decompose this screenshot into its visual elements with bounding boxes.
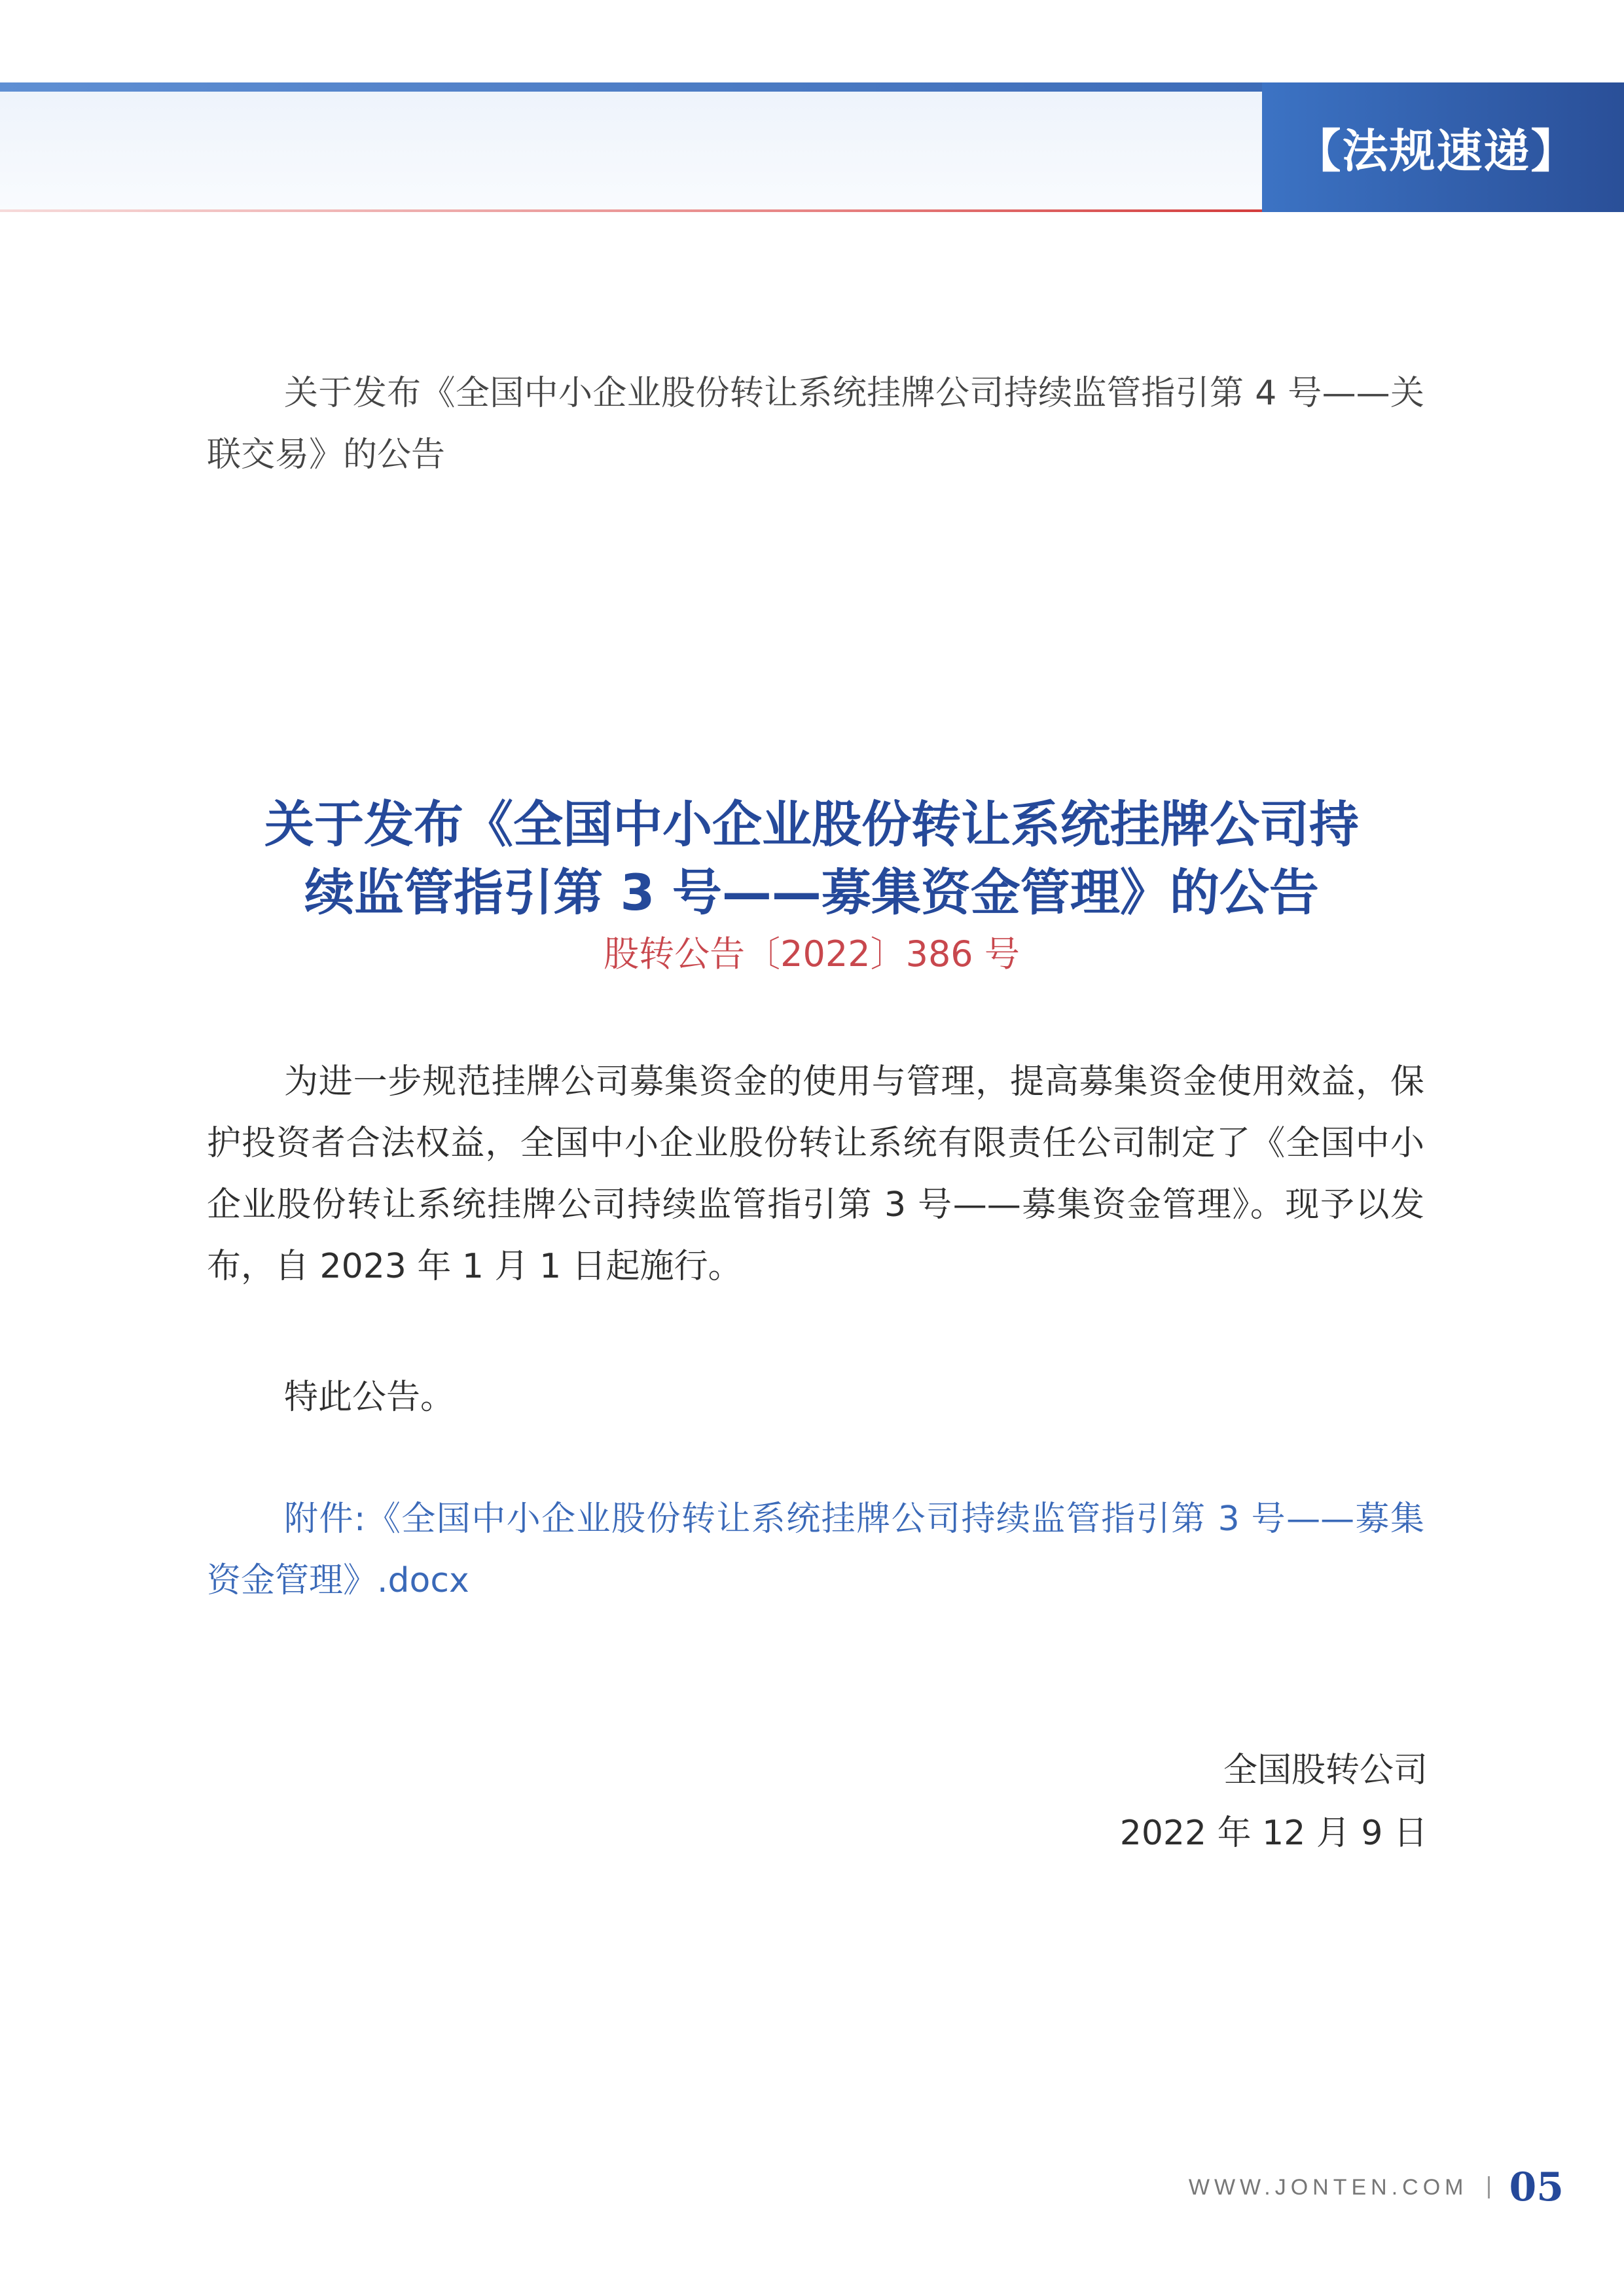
page-number: 05 <box>1509 2164 1564 2210</box>
article-title <box>164 791 1460 927</box>
footer-divider <box>1488 2176 1490 2198</box>
section-tag-label: 【法规速递】 <box>1295 123 1578 178</box>
header-band <box>0 82 1262 211</box>
signature-organization: 全国股转公司 <box>1223 1751 1428 1790</box>
page-footer <box>1189 2161 1564 2214</box>
header-bottom-rule <box>0 209 1262 212</box>
footer-website: WWW.JONTEN.COM <box>1188 2174 1468 2200</box>
document-number: 股转公告〔2022〕386 号 <box>604 933 1020 975</box>
article-title-line-1: 关于发布《全国中小企业股份转让系统挂牌公司持 <box>264 795 1359 853</box>
header-top-rule <box>0 82 1262 92</box>
previous-notice-title: 关于发布《全国中小企业股份转让系统挂牌公司持续监管指引第 4 号——关联交易》的公告 <box>207 374 1424 475</box>
closing-statement: 特此公告。 <box>284 1378 455 1417</box>
signature-date: 2022 年 12 月 9 日 <box>1119 1814 1428 1853</box>
article-body: 为进一步规范挂牌公司募集资金的使用与管理，提高募集资金使用效益，保护投资者合法权益，全国中小企业股份转让系统有限责任公司制定了《全国中小企业股份转让系统挂牌公司持续监管指引第 3 号——募集资金管理》。现予以发布，自 2023 年 1 月 1 日起施行。 <box>207 1062 1424 1286</box>
article-title-line-2: 续监管指引第 3 号——募集资金管理》的公告 <box>304 863 1319 922</box>
attachment-link[interactable]: 附件:《全国中小企业股份转让系统挂牌公司持续监管指引第 3 号——募集资金管理》.docx <box>207 1499 1424 1600</box>
section-tag <box>1262 82 1624 212</box>
